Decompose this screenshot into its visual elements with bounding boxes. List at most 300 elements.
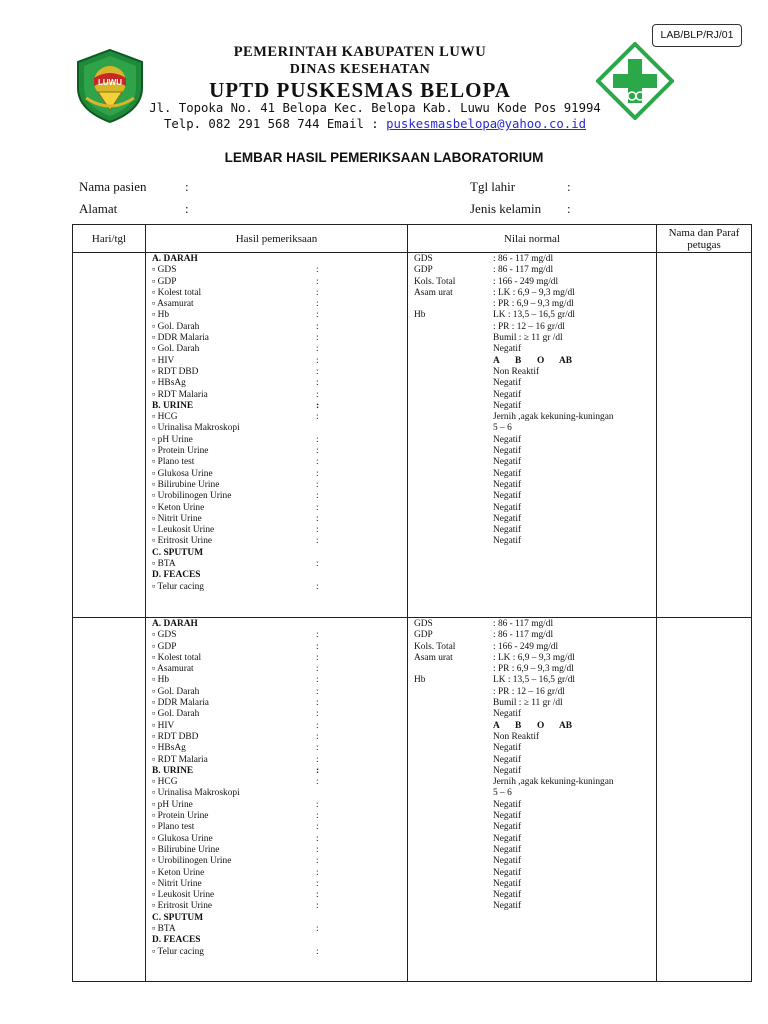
- exam-item-colon: :: [316, 652, 319, 663]
- exam-item: [152, 935, 407, 946]
- normal-value-row: [414, 619, 656, 630]
- exam-item: [152, 619, 407, 630]
- luwu-logo: [72, 48, 148, 124]
- exam-item-colon: [316, 254, 326, 265]
- normal-value-row: [414, 435, 656, 446]
- exam-item-name: ▫ Urinalisa Makroskopi: [152, 788, 240, 799]
- document-code: LAB/BLP/RJ/01: [652, 24, 742, 47]
- normal-value-row: [414, 822, 656, 833]
- exam-item: [152, 913, 407, 924]
- normal-value-label: Kols. Total: [414, 276, 456, 287]
- exam-item-colon: :: [316, 754, 319, 765]
- exam-item-name: ▫ RDT DBD: [152, 366, 199, 377]
- normal-value-row: [414, 367, 656, 378]
- exam-item-name: ▫ Nitrit Urine: [152, 878, 202, 889]
- header-department: DINAS KESEHATAN: [289, 62, 431, 77]
- exam-item-colon: :: [316, 310, 319, 321]
- exam-item-name: ▫ Keton Urine: [152, 502, 205, 513]
- normal-value-row: [414, 525, 656, 536]
- exam-item-name: ▫ Bilirubine Urine: [152, 844, 220, 855]
- label-nama-pasien: Nama pasien: [79, 179, 147, 194]
- exam-item-name: D. FEACES: [152, 935, 201, 946]
- exam-item: [152, 687, 407, 698]
- exam-item: [152, 766, 407, 777]
- normal-value-label: [414, 687, 493, 698]
- exam-item: [152, 378, 407, 389]
- normal-value-label: [414, 901, 493, 912]
- normal-value-row: [414, 788, 656, 799]
- exam-item-colon: :: [316, 265, 319, 276]
- normal-value-label: Kols. Total: [414, 641, 456, 652]
- normal-value: Negatif: [493, 878, 522, 889]
- normal-value-label: [414, 890, 493, 901]
- exam-item-name: ▫ HCG: [152, 777, 178, 788]
- exam-item: [152, 277, 407, 288]
- exam-item: [152, 732, 407, 743]
- header-nilai-normal: Nilai normal: [408, 225, 657, 253]
- exam-item: [152, 664, 407, 675]
- exam-item-name: ▫ GDS: [152, 630, 177, 641]
- normal-value: Jernih ,agak kekuning-kuningan: [493, 777, 614, 788]
- normal-value: Negatif: [493, 811, 522, 822]
- normal-value-label: [414, 491, 493, 502]
- normal-value-row: [414, 698, 656, 709]
- exam-item-colon: :: [316, 901, 319, 912]
- normal-value-label: [414, 664, 493, 675]
- exam-item-name: A. DARAH: [152, 619, 198, 629]
- normal-value: : 86 - 117 mg/dl: [493, 630, 554, 641]
- normal-value-row: [414, 536, 656, 547]
- normal-value: Negatif: [493, 400, 522, 411]
- normal-value: Bumil : ≥ 11 gr /dl: [493, 698, 563, 709]
- exam-item-colon: :: [316, 641, 319, 652]
- normal-value: : PR : 6,9 – 9,3 mg/dl: [493, 664, 574, 675]
- exam-item: [152, 503, 407, 514]
- normal-value: Bumil : ≥ 11 gr /dl: [493, 333, 563, 344]
- normal-value-row: [414, 514, 656, 525]
- label-alamat: Alamat: [79, 201, 118, 216]
- exam-item-colon: :: [316, 559, 319, 570]
- normal-value-label: [414, 743, 493, 754]
- exam-item-colon: :: [316, 833, 319, 844]
- normal-value-row: [414, 890, 656, 901]
- normal-value-label: [414, 800, 493, 811]
- date-cell[interactable]: [73, 253, 146, 618]
- normal-value: Negatif: [493, 491, 522, 502]
- normal-value-row: [414, 390, 656, 401]
- exam-item: [152, 423, 407, 434]
- exam-item-colon: :: [316, 321, 319, 332]
- exam-item: [152, 446, 407, 457]
- exam-item: [152, 777, 407, 788]
- exam-item: [152, 755, 407, 766]
- contact-text: Telp. 082 291 568 744 Email :: [164, 117, 379, 131]
- normal-value-label: GDP: [414, 630, 433, 641]
- label-jenis-kelamin: Jenis kelamin: [470, 201, 542, 216]
- exam-item: [152, 288, 407, 299]
- exam-item-colon: :: [316, 446, 319, 457]
- normal-value-row: [414, 766, 656, 777]
- exam-item-name: ▫ Asamurat: [152, 664, 194, 675]
- signature-cell[interactable]: [657, 253, 752, 618]
- normal-value-row: [414, 491, 656, 502]
- exam-item: [152, 514, 407, 525]
- exam-item-name: ▫ HBsAg: [152, 378, 186, 389]
- normal-value: Negatif: [493, 389, 522, 400]
- blood-group: A: [493, 720, 500, 731]
- exam-item-name: ▫ Urobilinogen Urine: [152, 491, 232, 502]
- exam-item-colon: :: [316, 709, 319, 720]
- colon: :: [185, 179, 189, 194]
- normal-value-label: [414, 834, 493, 845]
- exam-item-name: ▫ pH Urine: [152, 799, 193, 810]
- header-hasil-pemeriksaan: Hasil pemeriksaan: [146, 225, 408, 253]
- normal-value: Negatif: [493, 479, 522, 490]
- normal-value-row: [414, 457, 656, 468]
- normal-value-label: [414, 401, 493, 412]
- exam-item: [152, 344, 407, 355]
- exam-item-colon: :: [316, 698, 319, 709]
- normal-value-label: [414, 480, 493, 491]
- normal-value: Negatif: [493, 901, 522, 912]
- exam-item-colon: :: [316, 664, 319, 675]
- normal-value-row: [414, 310, 656, 321]
- exam-item-name: ▫ DDR Malaria: [152, 333, 209, 344]
- normal-value: Negatif: [493, 525, 522, 536]
- exam-item-name: B. URINE: [152, 400, 194, 411]
- exam-item-colon: :: [316, 675, 319, 686]
- exam-item: [152, 412, 407, 423]
- normal-value: : 166 - 249 mg/dl: [493, 276, 559, 287]
- exam-item: [152, 743, 407, 754]
- exam-item-name: ▫ DDR Malaria: [152, 698, 209, 709]
- normal-value: Negatif: [493, 765, 522, 776]
- signature-cell[interactable]: [657, 618, 752, 982]
- exam-item-colon: :: [316, 502, 319, 513]
- normal-value-label: [414, 868, 493, 879]
- normal-value-label: GDS: [414, 619, 433, 629]
- normal-value: 5 – 6: [493, 788, 512, 799]
- normal-value-row: [414, 344, 656, 355]
- normal-value-label: [414, 412, 493, 423]
- exam-item-name: ▫ Kolest total: [152, 652, 202, 663]
- table-header-row: [73, 225, 752, 253]
- exam-item: [152, 367, 407, 378]
- normal-value-row: [414, 901, 656, 912]
- exam-item: [152, 265, 407, 276]
- exam-item-colon: :: [316, 867, 319, 878]
- blood-group: B: [515, 720, 522, 731]
- exam-item-colon: :: [316, 924, 319, 935]
- exam-item: [152, 457, 407, 468]
- normal-value-row: [414, 254, 656, 265]
- normal-value-row: [414, 653, 656, 664]
- exam-item: [152, 868, 407, 879]
- normal-value-row: [414, 743, 656, 754]
- normal-value-row: [414, 322, 656, 333]
- exam-item-colon: :: [316, 333, 319, 344]
- exam-item: [152, 653, 407, 664]
- normal-value: Negatif: [493, 743, 522, 754]
- exam-item-colon: :: [316, 299, 319, 310]
- exam-item: [152, 570, 407, 581]
- normal-value: Negatif: [493, 822, 522, 833]
- exam-item-name: C. SPUTUM: [152, 547, 204, 558]
- exam-item-colon: :: [316, 276, 319, 287]
- exam-item-name: ▫ Eritrosit Urine: [152, 901, 213, 912]
- email-link[interactable]: puskesmasbelopa@yahoo.co.id: [386, 117, 586, 131]
- normal-value-label: Asam urat: [414, 287, 453, 298]
- normal-value-label: [414, 423, 493, 434]
- normal-value-row: [414, 721, 656, 732]
- exam-item: [152, 709, 407, 720]
- normal-value: Negatif: [493, 536, 522, 547]
- normal-value-label: [414, 435, 493, 446]
- exam-item: [152, 469, 407, 480]
- exam-item-name: ▫ Glukosa Urine: [152, 468, 213, 479]
- exam-item-name: ▫ BTA: [152, 924, 176, 935]
- exam-item-colon: :: [316, 513, 319, 524]
- normal-value-row: [414, 879, 656, 890]
- exam-item-colon: :: [316, 856, 319, 867]
- normal-value-row: [414, 856, 656, 867]
- table-row: [73, 618, 752, 982]
- exam-item-colon: [316, 548, 326, 559]
- normal-value: Non Reaktif: [493, 366, 540, 377]
- normal-value-row: [414, 446, 656, 457]
- normal-values-list: [408, 253, 656, 548]
- normal-value-label: GDS: [414, 254, 433, 264]
- exam-item-colon: :: [316, 630, 319, 641]
- normal-value-label: [414, 299, 493, 310]
- normal-value-label: [414, 536, 493, 547]
- normal-value: Negatif: [493, 867, 522, 878]
- normal-value-row: [414, 277, 656, 288]
- normal-value-label: [414, 469, 493, 480]
- exam-item: [152, 435, 407, 446]
- exam-item: [152, 901, 407, 912]
- normal-value: Negatif: [493, 890, 522, 901]
- normal-value: Negatif: [493, 434, 522, 445]
- exam-item: [152, 390, 407, 401]
- exam-item-colon: :: [316, 946, 319, 957]
- normal-value: LK : 13,5 – 16,5 gr/dl: [493, 310, 576, 321]
- exam-item-name: ▫ Leukosit Urine: [152, 525, 215, 536]
- exam-item-name: ▫ RDT Malaria: [152, 389, 208, 400]
- lab-results-table: [72, 224, 752, 982]
- normal-value-label: [414, 721, 493, 732]
- exam-item-colon: :: [316, 878, 319, 889]
- exam-item: [152, 536, 407, 547]
- blood-group: B: [515, 355, 522, 366]
- normal-value: Negatif: [493, 468, 522, 479]
- normal-value-label: [414, 709, 493, 720]
- normal-value-label: [414, 698, 493, 709]
- exam-item-colon: :: [316, 525, 319, 536]
- exam-item-name: ▫ HCG: [152, 412, 178, 423]
- exam-item-colon: [316, 619, 326, 630]
- normal-value: : 86 - 117 mg/dl: [493, 619, 554, 629]
- exam-item-colon: :: [316, 799, 319, 810]
- normal-value-row: [414, 423, 656, 434]
- normal-value: Negatif: [493, 709, 522, 720]
- exam-item-colon: :: [316, 743, 319, 754]
- exam-item-colon: :: [316, 720, 319, 731]
- exam-item: [152, 879, 407, 890]
- colon: :: [185, 201, 189, 216]
- normal-value: Non Reaktif: [493, 731, 540, 742]
- normal-value: : 166 - 249 mg/dl: [493, 641, 559, 652]
- exam-item: [152, 698, 407, 709]
- header-contact: [140, 117, 610, 131]
- logo-text: LUWU: [98, 78, 122, 87]
- normal-value-label: [414, 822, 493, 833]
- normal-value: 5 – 6: [493, 423, 512, 434]
- exam-item-colon: :: [316, 844, 319, 855]
- exam-item: [152, 890, 407, 901]
- exam-item-name: ▫ Plano test: [152, 457, 195, 468]
- exam-item: [152, 356, 407, 367]
- normal-value-row: [414, 811, 656, 822]
- exam-item-name: ▫ HIV: [152, 355, 175, 366]
- exam-item-colon: :: [316, 389, 319, 400]
- colon: :: [567, 179, 571, 194]
- exam-item-colon: :: [316, 811, 319, 822]
- normal-value-row: [414, 732, 656, 743]
- header-institution: UPTD PUSKESMAS BELOPA: [209, 78, 511, 102]
- normal-value: : LK : 6,9 – 9,3 mg/dl: [493, 287, 575, 298]
- normal-value-label: [414, 322, 493, 333]
- header-government: PEMERINTAH KABUPATEN LUWU: [233, 44, 487, 60]
- normal-value: Jernih ,agak kekuning-kuningan: [493, 412, 614, 423]
- normal-value-row: [414, 333, 656, 344]
- exam-item: [152, 800, 407, 811]
- normal-value-row: [414, 265, 656, 276]
- blood-group: AB: [559, 720, 573, 731]
- exam-item-name: ▫ Gol. Darah: [152, 686, 200, 697]
- normal-value-label: GDP: [414, 265, 433, 276]
- blood-group: AB: [559, 355, 573, 366]
- exam-item: [152, 822, 407, 833]
- normal-value-label: [414, 457, 493, 468]
- exam-item-name: ▫ Telur cacing: [152, 946, 204, 957]
- normal-values-list: [408, 618, 656, 913]
- exam-item-colon: [316, 913, 326, 924]
- normal-value-row: [414, 480, 656, 491]
- date-cell[interactable]: [73, 618, 146, 982]
- normal-value-label: Asam urat: [414, 652, 453, 663]
- normal-value: Negatif: [493, 344, 522, 355]
- normal-value-row: [414, 642, 656, 653]
- exam-item-colon: :: [316, 731, 319, 742]
- exam-item-name: ▫ Nitrit Urine: [152, 513, 202, 524]
- normal-value-row: [414, 800, 656, 811]
- exam-item-name: ▫ RDT Malaria: [152, 754, 208, 765]
- exam-item: [152, 924, 407, 935]
- exam-item: [152, 788, 407, 799]
- normal-value-label: [414, 525, 493, 536]
- exam-item-colon: :: [316, 400, 320, 411]
- exam-item-name: ▫ Telur cacing: [152, 581, 204, 592]
- exam-list: [146, 618, 407, 958]
- exam-item-colon: :: [316, 412, 319, 423]
- exam-item-name: ▫ RDT DBD: [152, 731, 199, 742]
- exam-item-name: ▫ Asamurat: [152, 299, 194, 310]
- exam-item: [152, 630, 407, 641]
- exam-item: [152, 322, 407, 333]
- normal-value-label: [414, 344, 493, 355]
- exam-item-colon: :: [316, 536, 319, 547]
- exam-item: [152, 811, 407, 822]
- normal-value: : PR : 12 – 16 gr/dl: [493, 321, 565, 332]
- exam-item-name: ▫ HIV: [152, 720, 175, 731]
- normal-value-row: [414, 503, 656, 514]
- header-hari-tgl: Hari/tgl: [73, 225, 146, 253]
- normal-value-label: [414, 879, 493, 890]
- normal-value: Negatif: [493, 844, 522, 855]
- exam-item-name: ▫ Hb: [152, 310, 170, 321]
- exam-item-name: ▫ BTA: [152, 559, 176, 570]
- colon: :: [567, 201, 571, 216]
- normal-value-row: [414, 709, 656, 720]
- normal-value-row: [414, 777, 656, 788]
- normal-value-label: Hb: [414, 310, 426, 321]
- blood-group: A: [493, 355, 500, 366]
- exam-item-name: ▫ Protein Urine: [152, 811, 209, 822]
- exam-item: [152, 947, 407, 958]
- exam-item-name: ▫ Keton Urine: [152, 867, 205, 878]
- exam-item: [152, 834, 407, 845]
- exam-item-colon: :: [316, 468, 319, 479]
- normal-value: Negatif: [493, 513, 522, 524]
- normal-value-row: [414, 834, 656, 845]
- normal-value-label: [414, 333, 493, 344]
- exam-item-colon: :: [316, 366, 319, 377]
- normal-value: Negatif: [493, 457, 522, 468]
- exam-item-colon: :: [316, 765, 320, 776]
- exam-item-colon: [316, 423, 326, 434]
- exam-item-name: ▫ Plano test: [152, 822, 195, 833]
- exam-item-colon: [316, 935, 326, 946]
- exam-item-colon: :: [316, 344, 319, 355]
- exam-item: [152, 299, 407, 310]
- normal-value-label: [414, 356, 493, 367]
- normal-value-label: [414, 390, 493, 401]
- exam-list: [146, 253, 407, 593]
- exam-item: [152, 333, 407, 344]
- document-title: LEMBAR HASIL PEMERIKSAAN LABORATORIUM: [224, 150, 544, 165]
- blood-group: O: [537, 720, 545, 731]
- exam-item-name: ▫ Protein Urine: [152, 446, 209, 457]
- exam-item-name: ▫ Gol. Darah: [152, 709, 200, 720]
- exam-item-colon: :: [316, 479, 319, 490]
- normal-value: Negatif: [493, 446, 522, 457]
- normal-value: Negatif: [493, 502, 522, 513]
- exam-item: [152, 559, 407, 570]
- normal-value-label: [414, 755, 493, 766]
- exam-item-colon: :: [316, 434, 319, 445]
- exam-item: [152, 675, 407, 686]
- normal-value: Negatif: [493, 856, 522, 867]
- normal-value-row: [414, 299, 656, 310]
- normal-value-label: [414, 788, 493, 799]
- normal-value-row: [414, 664, 656, 675]
- exam-item-name: ▫ GDP: [152, 276, 177, 287]
- exam-item: [152, 548, 407, 559]
- exam-item: [152, 582, 407, 593]
- exam-item: [152, 721, 407, 732]
- exam-item: [152, 845, 407, 856]
